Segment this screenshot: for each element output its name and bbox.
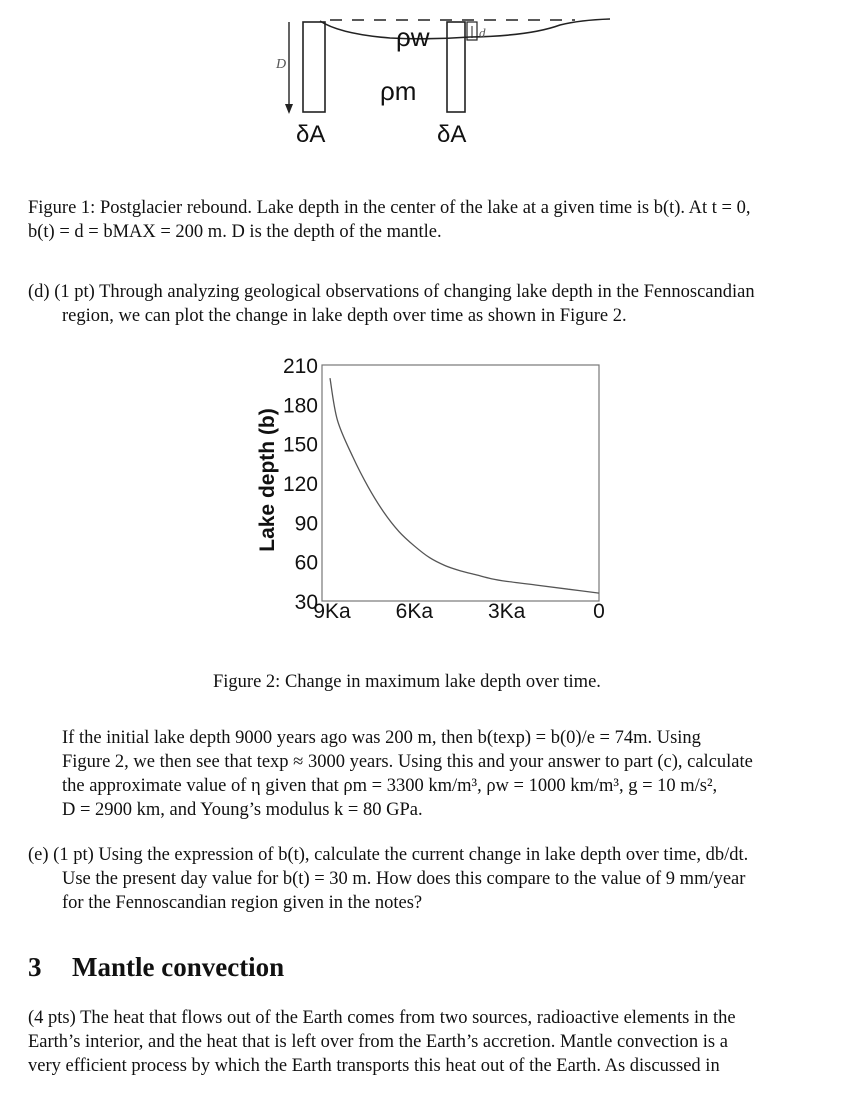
x-tick-label: 9Ka (313, 600, 351, 623)
right-column-block (447, 22, 465, 112)
section-title: Mantle convection (72, 952, 285, 982)
d-label: d (479, 25, 486, 40)
part-e-line1: (e) (1 pt) Using the expression of b(t), calculate the current change in lake depth over time, db/dt. (28, 845, 749, 865)
paragraph-line3: the approximate value of η given that ρm = 3300 km/m³, ρw = 1000 km/m³, g = 10 m/s², (62, 776, 718, 796)
figure1-caption-line1: Figure 1: Postglacier rebound. Lake depth in the center of the lake at a given time is b(t). At t = 0, (28, 198, 751, 218)
section3-line3: very efficient process by which the Earth transports this heat out of the Earth. As discussed in (28, 1056, 720, 1076)
paragraph-line2: Figure 2, we then see that texp ≈ 3000 years. Using this and your answer to part (c), calculate (62, 752, 753, 772)
section3-line1: (4 pts) The heat that flows out of the Earth comes from two sources, radioactive elements in the (28, 1008, 736, 1028)
section3-line2: Earth’s interior, and the heat that is left over from the Earth’s accretion. Mantle convection is a (28, 1032, 728, 1052)
figure1-caption-line2: b(t) = d = bMAX = 200 m. D is the depth of the mantle. (28, 222, 442, 242)
D-label: D (276, 57, 287, 72)
x-tick-label: 6Ka (395, 600, 434, 623)
rho-w-label: ρw (396, 22, 430, 52)
delta-A-left-label: δA (296, 121, 326, 148)
y-tick-labels (283, 355, 318, 614)
y-axis-label: Lake depth (b) (256, 408, 279, 552)
figure2-caption: Figure 2: Change in maximum lake depth over time. (213, 672, 601, 692)
y-tick-label: 30 (294, 591, 318, 614)
part-e-line3: for the Fennoscandian region given in the notes? (62, 893, 423, 913)
y-tick-label: 120 (282, 473, 318, 496)
section-number: 3 (28, 952, 42, 982)
rho-m-label: ρm (380, 76, 417, 106)
y-tick-label: 210 (282, 355, 318, 378)
paragraph-line1: If the initial lake depth 9000 years ago was 200 m, then b(texp) = b(0)/e = 74m. Using (62, 728, 701, 748)
delta-A-right-label: δA (437, 121, 467, 148)
part-d-line1: (d) (1 pt) Through analyzing geological observations of changing lake depth in the Fennoscandian (28, 282, 755, 302)
D-arrow-head (285, 104, 293, 114)
y-tick-label: 150 (282, 433, 318, 457)
y-tick-label: 60 (294, 551, 318, 575)
figure2-chart (0, 340, 852, 640)
left-column-block (303, 22, 325, 112)
paragraph-line4: D = 2900 km, and Young’s modulus k = 80 GPa. (62, 800, 423, 820)
chart-plot-frame (322, 365, 599, 601)
y-tick-label: 180 (282, 394, 318, 418)
series-line-lake-depth (330, 378, 599, 593)
x-tick-labels (313, 600, 605, 623)
x-tick-label: 0 (593, 600, 605, 623)
part-e-line2: Use the present day value for b(t) = 30 m. How does this compare to the value of 9 mm/year (62, 869, 746, 889)
part-d-line2: region, we can plot the change in lake depth over time as shown in Figure 2. (62, 306, 627, 326)
x-tick-label: 3Ka (487, 600, 526, 623)
y-tick-label: 90 (294, 512, 318, 536)
